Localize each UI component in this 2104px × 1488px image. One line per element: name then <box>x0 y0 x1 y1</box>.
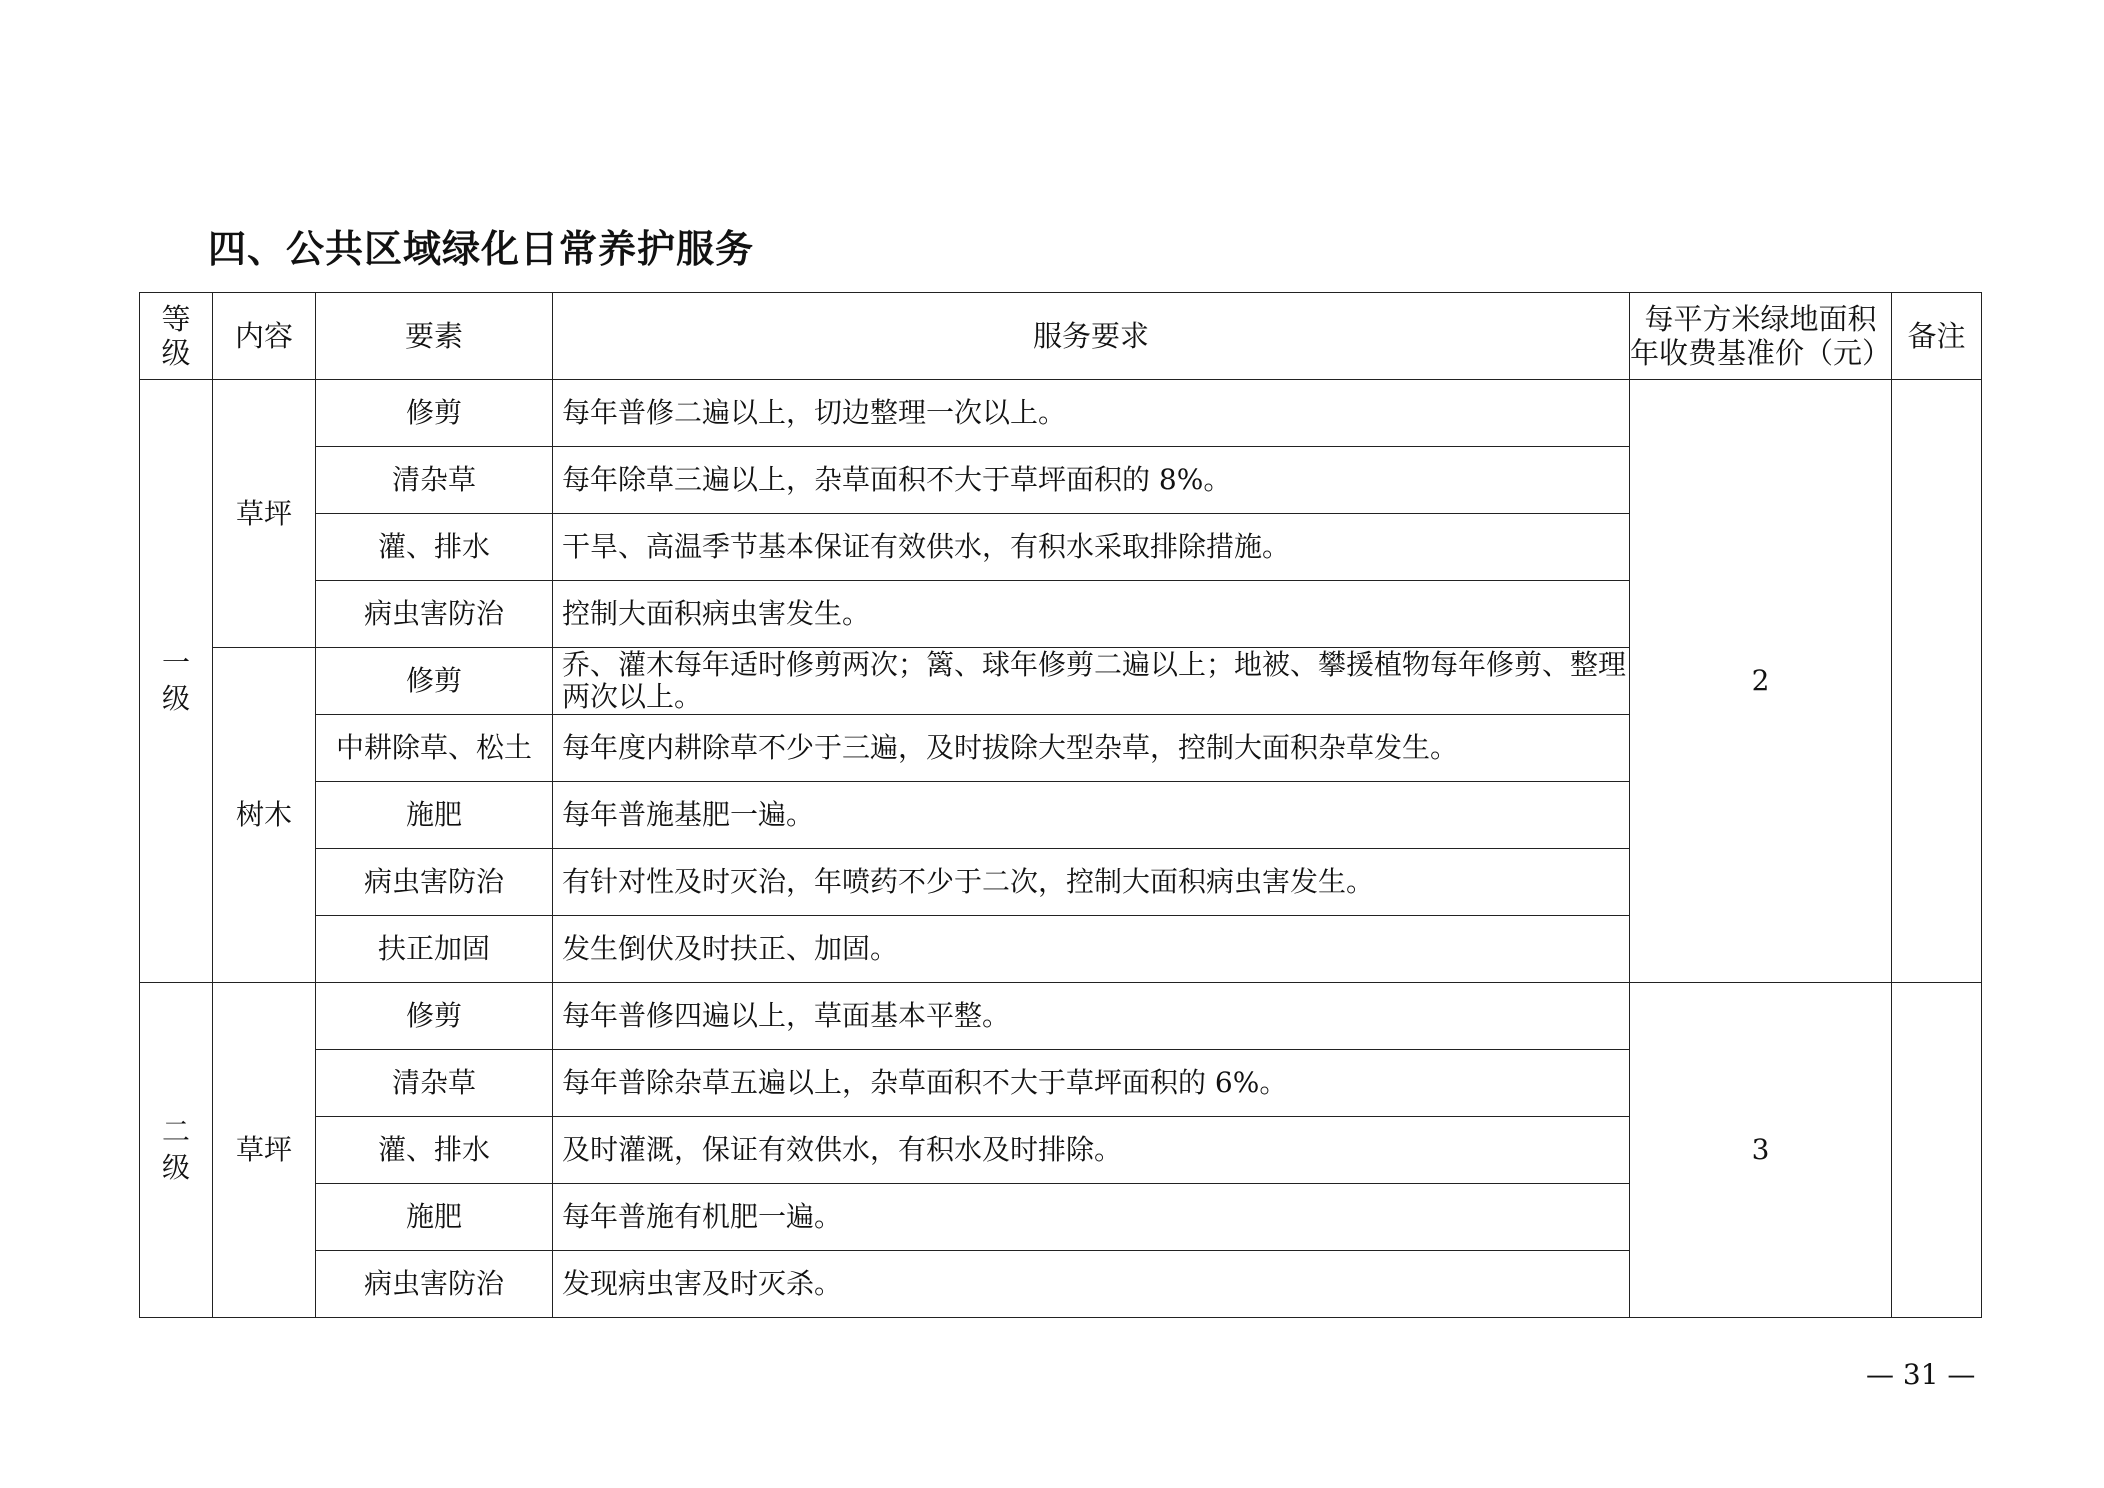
table-header-row <box>140 293 1982 380</box>
header-element: 要素 <box>316 293 553 380</box>
requirement-cell: 发现病虫害及时灭杀。 <box>553 1251 1630 1318</box>
requirement-cell: 干旱、高温季节基本保证有效供水，有积水采取排除措施。 <box>553 514 1630 581</box>
remark-cell <box>1892 983 1982 1318</box>
header-price: 每平方米绿地面积 年收费基准价（元） <box>1630 293 1892 380</box>
requirement-cell: 每年除草三遍以上，杂草面积不大于草坪面积的 8%。 <box>553 447 1630 514</box>
element-cell: 病虫害防治 <box>316 581 553 648</box>
level-2-cell: 二 级 <box>140 983 213 1318</box>
element-cell: 修剪 <box>316 983 553 1050</box>
price-cell: 3 <box>1630 983 1892 1318</box>
header-level: 等 级 <box>140 293 213 380</box>
greening-service-table <box>139 292 1982 1318</box>
requirement-cell: 每年普修四遍以上，草面基本平整。 <box>553 983 1630 1050</box>
element-cell: 施肥 <box>316 782 553 849</box>
requirement-cell: 有针对性及时灭治，年喷药不少于二次，控制大面积病虫害发生。 <box>553 849 1630 916</box>
element-cell: 中耕除草、松土 <box>316 715 553 782</box>
element-cell: 修剪 <box>316 648 553 715</box>
content-cell: 草坪 <box>213 380 316 648</box>
requirement-cell: 控制大面积病虫害发生。 <box>553 581 1630 648</box>
element-cell: 修剪 <box>316 380 553 447</box>
header-requirement: 服务要求 <box>553 293 1630 380</box>
requirement-cell: 乔、灌木每年适时修剪两次；篱、球年修剪二遍以上；地被、攀援植物每年修剪、整理两次以上。 <box>553 648 1630 715</box>
requirement-cell: 每年普修二遍以上，切边整理一次以上。 <box>553 380 1630 447</box>
requirement-cell: 每年普施有机肥一遍。 <box>553 1184 1630 1251</box>
element-cell: 扶正加固 <box>316 916 553 983</box>
requirement-cell: 每年度内耕除草不少于三遍，及时拔除大型杂草，控制大面积杂草发生。 <box>553 715 1630 782</box>
requirement-cell: 每年普施基肥一遍。 <box>553 782 1630 849</box>
remark-cell <box>1892 380 1982 983</box>
requirement-cell: 发生倒伏及时扶正、加固。 <box>553 916 1630 983</box>
content-cell: 树木 <box>213 648 316 983</box>
page-title: 四、公共区域绿化日常养护服务 <box>208 227 755 271</box>
header-remark: 备注 <box>1892 293 1982 380</box>
header-content: 内容 <box>213 293 316 380</box>
table-row <box>140 380 1982 447</box>
element-cell: 灌、排水 <box>316 1117 553 1184</box>
element-cell: 病虫害防治 <box>316 1251 553 1318</box>
element-cell: 施肥 <box>316 1184 553 1251</box>
element-cell: 清杂草 <box>316 1050 553 1117</box>
element-cell: 灌、排水 <box>316 514 553 581</box>
requirement-cell: 及时灌溉，保证有效供水，有积水及时排除。 <box>553 1117 1630 1184</box>
content-cell: 草坪 <box>213 983 316 1318</box>
price-cell: 2 <box>1630 380 1892 983</box>
page-number: — 31 — <box>1866 1358 1976 1391</box>
element-cell: 病虫害防治 <box>316 849 553 916</box>
level-1-cell: 一 级 <box>140 380 213 983</box>
element-cell: 清杂草 <box>316 447 553 514</box>
table-row <box>140 983 1982 1050</box>
requirement-cell: 每年普除杂草五遍以上，杂草面积不大于草坪面积的 6%。 <box>553 1050 1630 1117</box>
